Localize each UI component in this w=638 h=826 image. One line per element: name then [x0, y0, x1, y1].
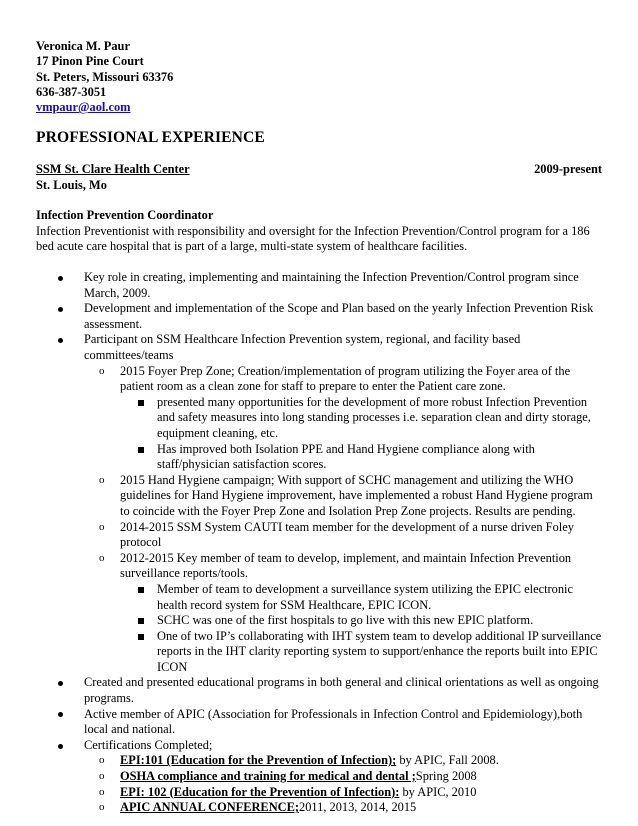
square-bullet-icon [138, 395, 144, 411]
list-item [36, 301, 602, 332]
bullet-icon [58, 675, 63, 691]
list-item [36, 675, 602, 706]
certification-title: OSHA compliance and training for medical and dental ; [120, 769, 416, 784]
contact-email-link[interactable]: vmpaur@aol.com [36, 100, 131, 115]
circle-bullet-icon: o [99, 551, 105, 564]
certification-detail: by APIC, 2010 [399, 784, 477, 799]
contact-name: Veronica M. Paur [36, 39, 130, 53]
resume-page [36, 39, 602, 816]
certification-title: APIC ANNUAL CONFERENCE; [120, 800, 299, 815]
list-item [36, 270, 602, 301]
list-item [36, 738, 602, 816]
bullet-icon [58, 301, 63, 317]
committee-item [84, 364, 602, 473]
committee-detail-list [120, 395, 602, 473]
detail-text: presented many opportunities for the development of more robust Infection Prevention and safety measures into long standing processes i.e. separation clean and dirty storage, equipment cleaning, etc. [157, 394, 591, 440]
committee-detail-list [120, 582, 602, 676]
list-item-text: Participant on SSM Healthcare Infection Prevention system, regional, and facility based committees/teams [84, 332, 521, 363]
detail-text: One of two IP’s collaborating with IHT system team to develop additional IP surveillance reports in the IHT clarity reporting system to support/enhance the reports built into EPIC ICON [157, 628, 602, 674]
square-bullet-icon [138, 613, 144, 629]
committee-item [84, 551, 602, 676]
committee-text: 2012-2015 Key member of team to develop, implement, and maintain Infection Prevention surveillance reports/tools. [120, 550, 572, 581]
certification-title: EPI: 102 (Education for the Prevention of Infection): [120, 784, 400, 799]
circle-bullet-icon: o [99, 364, 105, 377]
committee-text: 2015 Foyer Prep Zone; Creation/implementation of program utilizing the Foyer area of the patient room as a clean zone for staff to prepare to enter the Patient care zone. [120, 363, 571, 394]
circle-bullet-icon: o [99, 520, 105, 533]
employer-location: St. Louis, Mo [36, 177, 107, 192]
square-bullet-icon [138, 629, 144, 645]
certification-item [84, 753, 602, 769]
certification-item [84, 800, 602, 816]
job-description: Infection Preventionist with responsibility and oversight for the Infection Prevention/Control program for a 186 bed acute care hospital that is part of a large, multi-state system of healthcare facilities. [36, 223, 590, 254]
contact-phone: 636-387-3051 [36, 84, 107, 99]
certification-title: EPI:101 (Education for the Prevention of Infection); [120, 753, 397, 768]
circle-bullet-icon: o [99, 770, 105, 783]
bullet-icon [58, 707, 63, 723]
committee-text: 2014-2015 SSM System CAUTI team member for the development of a nurse driven Foley protocol [120, 519, 574, 550]
list-item [36, 332, 602, 675]
certification-list [84, 753, 602, 815]
square-bullet-icon [138, 442, 144, 458]
list-item-text: Development and implementation of the Scope and Plan based on the yearly Infection Prevention Risk assessment. [84, 301, 594, 331]
certification-detail: by APIC, Fall 2008. [396, 753, 499, 768]
detail-item [120, 442, 602, 473]
detail-text: SCHC was one of the first hospitals to go live with this new EPIC platform. [157, 613, 534, 628]
committee-item [84, 520, 602, 551]
detail-item [120, 629, 602, 676]
experience-list [36, 270, 602, 816]
certification-item [84, 785, 602, 801]
circle-bullet-icon: o [99, 473, 105, 486]
list-item-text: Certifications Completed; [84, 737, 213, 752]
contact-address-line-2: St. Peters, Missouri 63376 [36, 69, 174, 84]
bullet-icon [58, 270, 63, 286]
circle-bullet-icon: o [99, 785, 105, 798]
employment-dates: 2009-present [534, 162, 602, 177]
circle-bullet-icon: o [99, 754, 105, 767]
detail-item [120, 395, 602, 442]
detail-item [120, 613, 602, 629]
certification-detail: 2011, 2013, 2014, 2015 [299, 800, 417, 815]
job-title: Infection Prevention Coordinator [36, 208, 214, 223]
bullet-icon [58, 332, 63, 348]
employer-row [36, 162, 602, 178]
section-title: PROFESSIONAL EXPERIENCE [36, 129, 265, 147]
contact-block [36, 39, 602, 115]
detail-text: Has improved both Isolation PPE and Hand Hygiene compliance along with staff/physician satisfaction scores. [157, 441, 535, 472]
employer-name: SSM St. Clare Health Center [36, 162, 190, 177]
detail-item [120, 582, 602, 613]
list-item-text: Key role in creating, implementing and maintaining the Infection Prevention/Control program since March, 2009. [84, 270, 579, 300]
list-item [36, 707, 602, 738]
square-bullet-icon [138, 582, 144, 598]
detail-text: Member of team to development a surveillance system utilizing the EPIC electronic health record system for SSM Healthcare, EPIC ICON. [157, 581, 573, 612]
contact-address-line-1: 17 Pinon Pine Court [36, 54, 144, 69]
circle-bullet-icon: o [99, 801, 105, 814]
list-item-text: Created and presented educational programs in both general and clinical orientations as well as ongoing programs. [84, 675, 599, 706]
list-item-text: Active member of APIC (Association for Professionals in Infection Control and Epidemiology),both local and national. [84, 706, 583, 737]
bullet-icon [58, 738, 63, 754]
certification-detail: Spring 2008 [415, 769, 477, 784]
certification-item [84, 769, 602, 785]
committee-item [84, 473, 602, 520]
committee-list [84, 364, 602, 676]
committee-text: 2015 Hand Hygiene campaign; With support of SCHC management and utilizing the WHO guidelines for Hand Hygiene improvement, have implemented a robust Hand Hygiene program to coincide with the Foyer Prep Zone and Isolation Prep Zone projects. Results are pending. [120, 472, 593, 518]
